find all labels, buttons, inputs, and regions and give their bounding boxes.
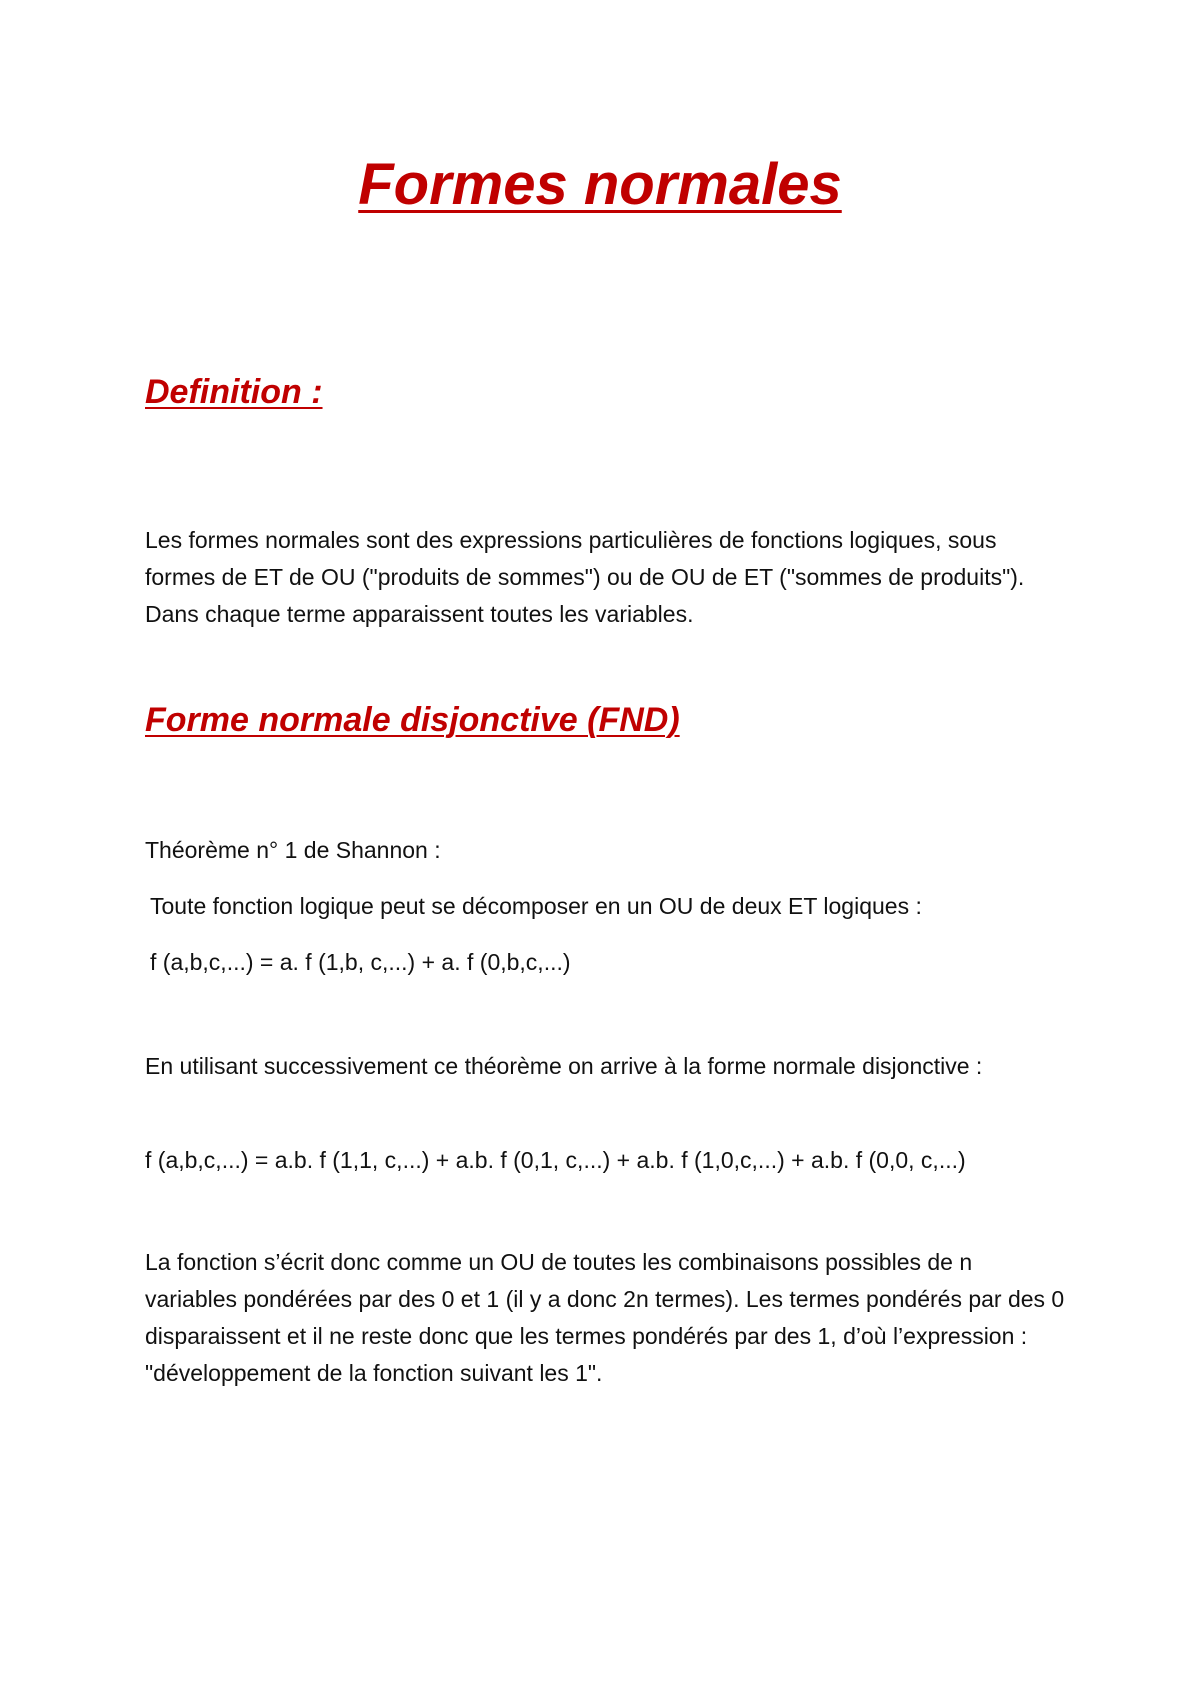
formula-shannon: f (a,b,c,...) = a. f (1,b, c,...) + a. f (0,b,c,...) — [150, 949, 571, 975]
conclusion-paragraph: La fonction s’écrit donc comme un OU de toutes les combinaisons possibles de n variables pondérées par des 0 et 1 (il y a donc 2n termes). Les termes pondérés par des 0 disparaissent et il ne reste donc que les termes pondérés par des 1, d’où l’expression : "développement de la fonction suivant les 1". — [145, 1249, 1065, 1386]
definition-paragraph: Les formes normales sont des expressions particulières de fonctions logiques, sous formes de ET de OU ("produits de sommes") ou de OU de ET ("sommes de produits"). Dans chaque terme apparaissent toutes les variables. — [145, 527, 1025, 627]
theorem-title: Théorème n° 1 de Shannon : — [145, 837, 441, 863]
definition-heading: Definition : — [145, 373, 323, 411]
fnd-heading: Forme normale disjonctive (FND) — [145, 701, 680, 739]
theorem-text: Toute fonction logique peut se décomposer en un OU de deux ET logiques : — [150, 893, 922, 919]
page-title: Formes normales — [358, 152, 842, 217]
successive-paragraph: En utilisant successivement ce théorème on arrive à la forme normale disjonctive : — [145, 1053, 983, 1079]
formula-fnd: f (a,b,c,...) = a.b. f (1,1, c,...) + a.b. f (0,1, c,...) + a.b. f (1,0,c,...) + a.b. f (0,0, c,...) — [145, 1147, 966, 1173]
